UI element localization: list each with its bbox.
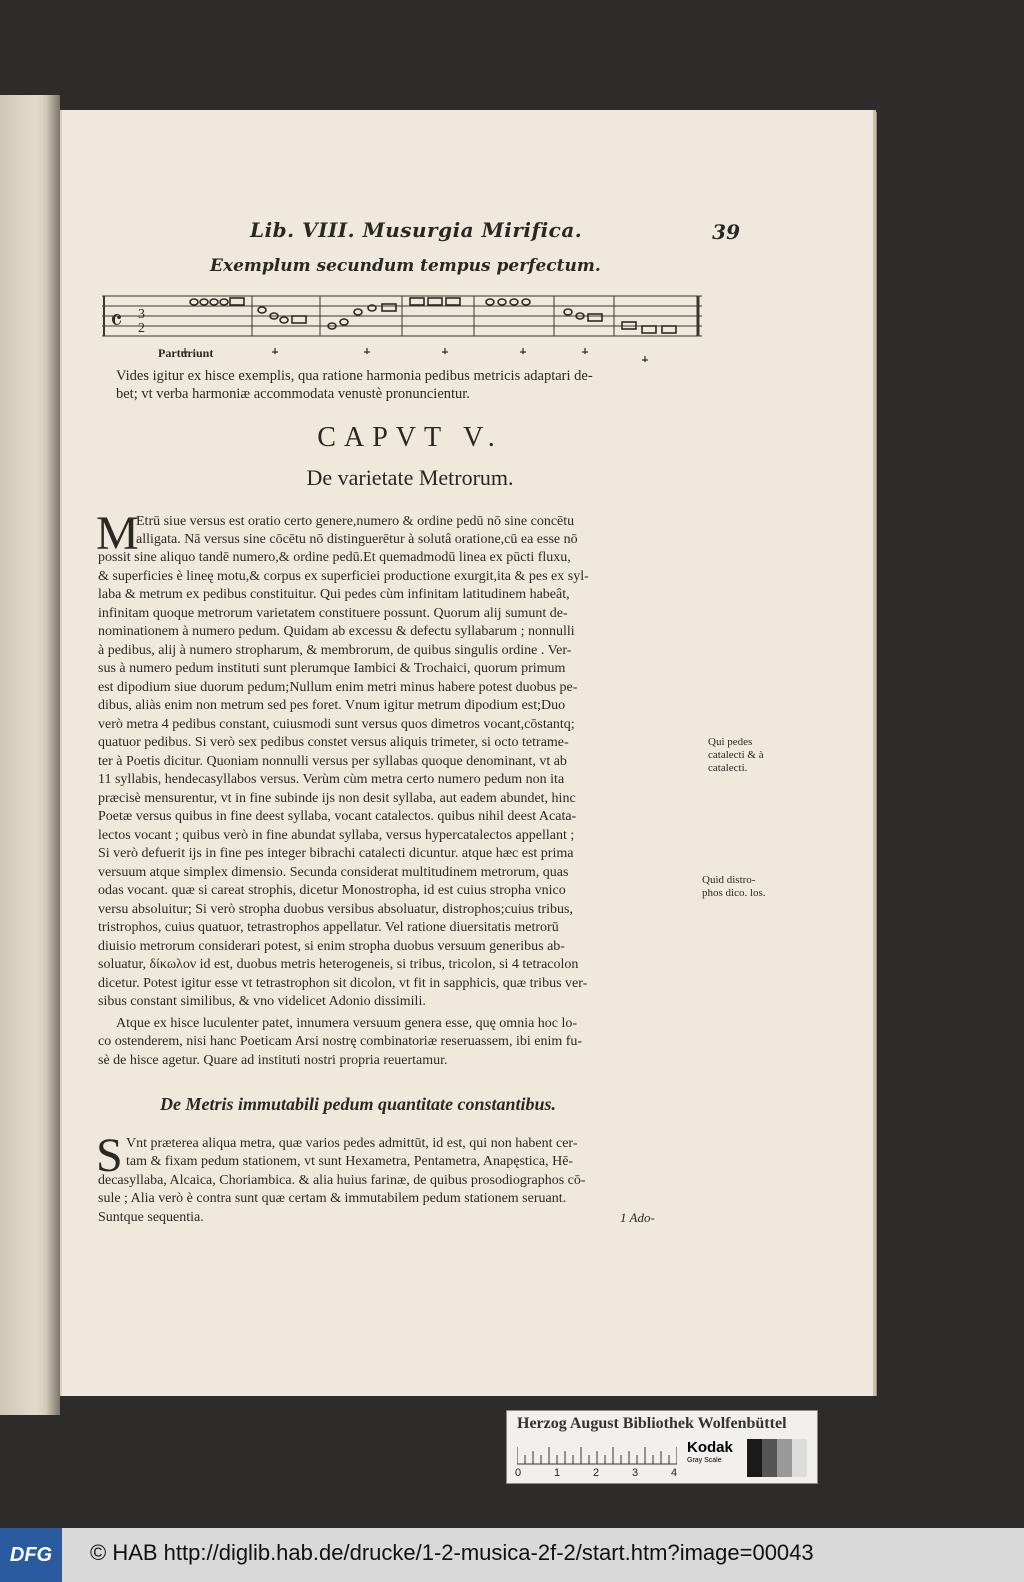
body-line: Etrū siue versus est oratio certo genere,numero & ordine pedū nō sine concētu <box>136 514 575 529</box>
ruler-number: 0 <box>515 1467 522 1479</box>
body-line: verò metra 4 pedibus constant, cuiusmodi sunt versus quos dimetros vocant,cōstantq; <box>98 717 575 732</box>
music-lyric: Parturiunt <box>158 346 214 360</box>
ruler-number: 4 <box>671 1467 678 1479</box>
ruler-number: 3 <box>632 1467 639 1479</box>
svg-text:3: 3 <box>138 307 145 322</box>
body-line: infinitam quoque metrorum varietatem constituere possunt. Quorum alij sumunt de- <box>98 606 568 621</box>
running-head-title: Lib. VIII. Musurgia Mirifica. <box>250 218 583 242</box>
gray-swatches <box>747 1439 807 1477</box>
example-title: Exemplum secundum tempus perfectum. <box>210 256 601 276</box>
body-line: co ostenderem, nisi hanc Poeticam Arsi nostrę combinatoriæ reseruassem, ibi enim fu- <box>98 1034 583 1049</box>
body-line: diuisio metrorum considerari potest, si enim stropha duobus versuum generibus ab- <box>98 939 565 954</box>
body-line: à pedibus, alij à numero stropharum, & membrorum, de quibus singulis ordine . Ver- <box>98 643 572 658</box>
book-page <box>60 110 876 1396</box>
body-line: tristrophos, cuius quatuor, tetrastrophos appellatur. Vel ratione diuersitatis metrorū <box>98 920 559 935</box>
body-line: sus à numero pedum instituti sunt plerumque Iambici & Trochaici, quorum primum <box>98 661 566 676</box>
body-line: Atque ex hisce luculenter patet, innumera versuum genera esse, quę omnia hoc lo- <box>116 1016 578 1031</box>
page-number: 39 <box>712 220 740 244</box>
ruler-number: 1 <box>554 1467 561 1479</box>
kodak-logo: Kodak <box>687 1439 733 1456</box>
body-line: quatuor pedibus. Si verò sex pedibus constet versus aliquis trimeter, si octo tetrame- <box>98 735 569 750</box>
section-line: decasyllaba, Alcaica, Choriambica. & alia huius farinæ, de quibus prosodiographos cō- <box>98 1173 586 1188</box>
body-line: sibus constant similibus, & vno videlicet Adonio dissimili. <box>98 994 426 1009</box>
body-line: est dipodium siue duorum pedum;Nullum enim metri minus habere potest duobus pe- <box>98 680 578 695</box>
ruler-number: 2 <box>593 1467 600 1479</box>
svg-text:𝄴: 𝄴 <box>110 306 123 337</box>
body-line: versu absoluitur; Si verò stropha duobus versibus absoluatur, distrophos;cuius tribus, <box>98 902 574 917</box>
body-line: nominationem à numero pedum. Quidam ab excessu & defectu syllabarum ; nonnulli <box>98 624 575 639</box>
body-line: præcisè mensurentur, vt in fine subinde ijs non desit syllaba, aut eadem abundet, hinc <box>98 791 576 806</box>
section-heading: De Metris immutabili pedum quantitate constantibus. <box>160 1094 557 1114</box>
body-line: dicetur. Potest igitur esse vt tetrastrophon sit dicolon, vt fit in sapphicis, quæ tribus ver- <box>98 976 588 991</box>
body-line: Si verò defuerit ijs in fine pes integer bibrachi catalecti dicuntur. atque hæc est prima <box>98 846 574 861</box>
chapter-title: CAPVT V. <box>317 422 503 453</box>
body-line: lectos vocant ; quibus verò in fine abundat syllaba, versus hypercatalectos appellant ; <box>98 828 575 843</box>
section-line: Suntque sequentia. <box>98 1210 204 1225</box>
body-line: possit sine aliquo tandē numero,& ordine pedū.Et quemadmodū linea ex pūcti fluxu, <box>98 550 571 565</box>
body-line: Poetæ versus quibus in fine deest syllaba, vocant catalectos. quibus nihil deest Acata- <box>98 809 577 824</box>
section-line: Vnt præterea aliqua metra, quæ varios pedes admittūt, id est, qui non habent cer- <box>126 1136 578 1151</box>
gutter-shadow <box>46 95 60 1415</box>
body-line: sè de hisce agetur. Quare ad instituti nostri propria reuertamur. <box>98 1053 448 1068</box>
dfg-logo: DFG <box>0 1528 62 1582</box>
body-line: ter à Poetis dicitur. Quoniam nonnulli versus per syllabas quoque denominant, vt ab <box>98 754 567 769</box>
body-line: alligata. Nā versus sine cōcētu nō distinguerētur à solutâ oratione,cū ea esse nō <box>136 532 578 547</box>
catchword: 1 Ado- <box>620 1210 655 1225</box>
library-name: Herzog August Bibliothek Wolfenbüttel <box>517 1415 787 1432</box>
drop-cap: M <box>96 507 139 560</box>
body-line: soluatur, δίκωλον id est, duobus metris heterogeneis, si tribus, tricolon, si 4 tetracolon <box>98 957 579 972</box>
chapter-subtitle: De varietate Metrorum. <box>306 465 514 490</box>
ruler-scale <box>517 1443 677 1465</box>
body-line: dibus, aliàs enim non metrum sed pes foret. Vnum igitur metrum dipodium est;Duo <box>98 698 566 713</box>
svg-text:2: 2 <box>138 321 145 336</box>
body-line: versuum atque simplex dimensio. Secunda considerat multitudinem metrorum, quas <box>98 865 569 880</box>
body-line: 11 syllabis, hendecasyllabos versus. Verùm cùm metra certo numero pedum non ita <box>98 772 565 787</box>
margin-note: Qui pedes catalecti & à catalecti. <box>708 736 764 774</box>
gray-scale-label: Gray Scale <box>687 1457 722 1464</box>
body-line: laba & metrum ex pedibus constituitur. Qui pedes cùm infinitam latitudinem habeât, <box>98 587 570 602</box>
margin-note: Quid distro- phos dico. los. <box>702 874 766 899</box>
copyright-url[interactable]: © HAB http://diglib.hab.de/drucke/1-2-musica-2f-2/start.htm?image=00043 <box>90 1540 814 1565</box>
body-line: odas vocant. quæ si careat strophis, dicetur Monostropha, id est cuius stropha vnico <box>98 883 566 898</box>
body-line: & superficies è lineę motu,& corpus ex superficiei productione exurgit,ita & pes ex syl- <box>98 569 589 584</box>
section-line: tam & fixam pedum stationem, vt sunt Hexametra, Pentametra, Anapęstica, Hē- <box>126 1154 574 1169</box>
footer-bar <box>0 1528 1024 1582</box>
intro-line-1: Vides igitur ex hisce exemplis, qua ratione harmonia pedibus metricis adaptari de- <box>116 368 593 384</box>
section-line: sule ; Alia verò è contra sunt quæ certam & immutabilem pedum stationem seruant. <box>98 1191 567 1206</box>
drop-cap: S <box>96 1129 123 1182</box>
color-target-card <box>506 1410 818 1484</box>
intro-line-2: bet; vt verba harmoniæ accommodata venustè pronuncientur. <box>116 386 470 402</box>
running-head <box>250 218 740 250</box>
